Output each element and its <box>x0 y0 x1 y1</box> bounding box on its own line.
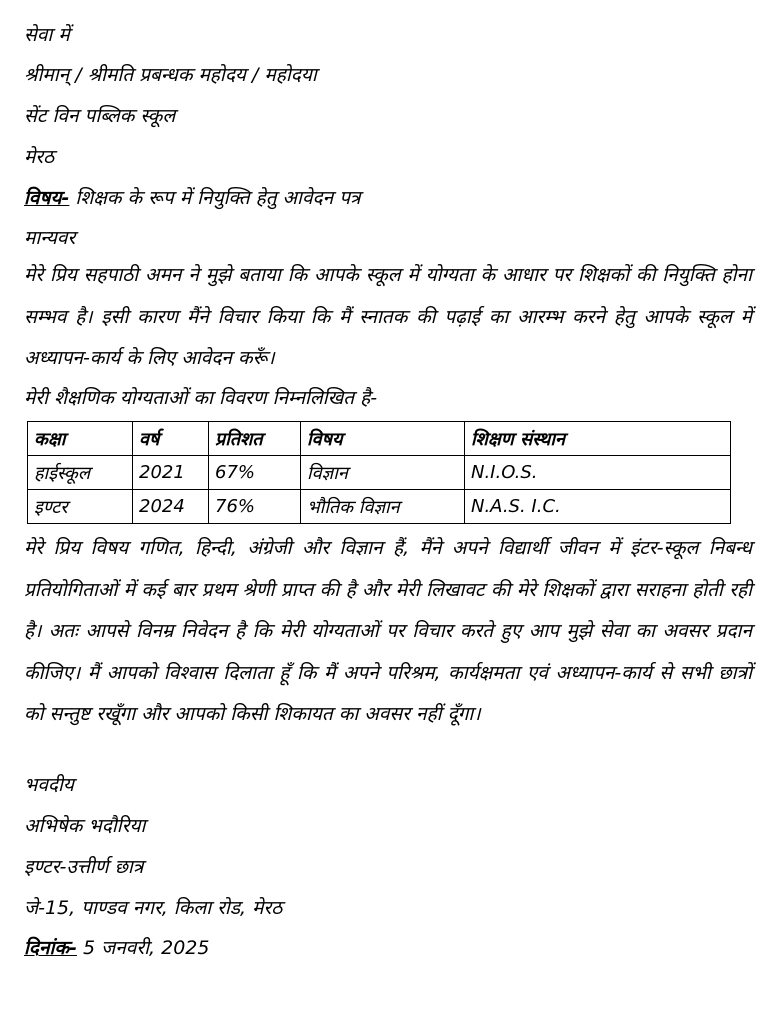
cell-institution: N.I.O.S. <box>465 456 731 490</box>
greeting: मान्यवर <box>24 227 76 249</box>
cell-percentage: 67% <box>209 456 301 490</box>
date-label: दिनांक- <box>24 937 77 959</box>
addressee: श्रीमान् / श्रीमति प्रबन्धक महोदय / महोदया <box>24 64 317 86</box>
header-class: कक्षा <box>28 422 133 456</box>
sender-title: इण्टर-उत्तीर्ण छात्र <box>24 856 144 878</box>
subject-text: शिक्षक के रूप में नियुक्ति हेतु आवेदन पत्र <box>69 187 361 209</box>
header-subject: विषय <box>301 422 465 456</box>
date-value: 5 जनवरी, 2025 <box>76 937 210 959</box>
header-year: वर्ष <box>133 422 209 456</box>
date-line <box>24 936 209 960</box>
header-institution: शिक्षण संस्थान <box>465 422 731 456</box>
cell-year: 2024 <box>133 490 209 524</box>
qualification-table <box>27 421 731 524</box>
cell-subject: विज्ञान <box>301 456 465 490</box>
sender-name: अभिषेक भदौरिया <box>24 815 146 837</box>
sender-address: जे-15, पाण्डव नगर, किला रोड, मेरठ <box>24 897 283 919</box>
qualification-intro: मेरी शैक्षणिक योग्यताओं का विवरण निम्नलिखित है- <box>24 387 378 409</box>
table-row <box>28 490 731 524</box>
cell-percentage: 76% <box>209 490 301 524</box>
cell-class: हाईस्कूल <box>28 456 133 490</box>
table-row <box>28 456 731 490</box>
table-header-row <box>28 422 731 456</box>
cell-subject: भौतिक विज्ञान <box>301 490 465 524</box>
cell-class: इण्टर <box>28 490 133 524</box>
salutation-to: सेवा में <box>24 24 70 46</box>
body-paragraph-2: मेरे प्रिय विषय गणित, हिन्दी, अंग्रेजी और विज्ञान हैं, मैंने अपने विद्यार्थी जीवन में इंटर-स्कूल निबन्ध प्रतियोगिताओं में कई बार प्रथम श्रेणी प्राप्त की है और मेरी लिखावट की मेरे शिक्षकों द्वारा सराहना होती रही है। अतः आपसे विनम्र निवेदन है कि मेरी योग्यताओं पर विचार करते हुए आप मुझे सेवा का अवसर प्रदान कीजिए। मैं आपको विश्वास दिलाता हूँ कि मैं अपने परिश्रम, कार्यक्षमता एवं अध्यापन-कार्य से सभी छात्रों को सन्तुष्ट रखूँगा और आपको किसी शिकायत का अवसर नहीं दूँगा। <box>24 537 753 725</box>
cell-institution: N.A.S. I.C. <box>465 490 731 524</box>
closing: भवदीय <box>24 774 74 796</box>
header-percentage: प्रतिशत <box>209 422 301 456</box>
school-name: सेंट विन पब्लिक स्कूल <box>24 105 176 127</box>
body-paragraph-1: मेरे प्रिय सहपाठी अमन ने मुझे बताया कि आपके स्कूल में योग्यता के आधार पर शिक्षकों की नियुक्ति होना सम्भव है। इसी कारण मैंने विचार किया कि मैं स्नातक की पढ़ाई का आरम्भ करने हेतु आपके स्कूल में अध्यापन-कार्य के लिए आवेदन करूँ। <box>24 264 752 369</box>
subject-line <box>24 186 361 210</box>
cell-year: 2021 <box>133 456 209 490</box>
city: मेरठ <box>24 146 55 168</box>
subject-label: विषय- <box>24 187 70 209</box>
